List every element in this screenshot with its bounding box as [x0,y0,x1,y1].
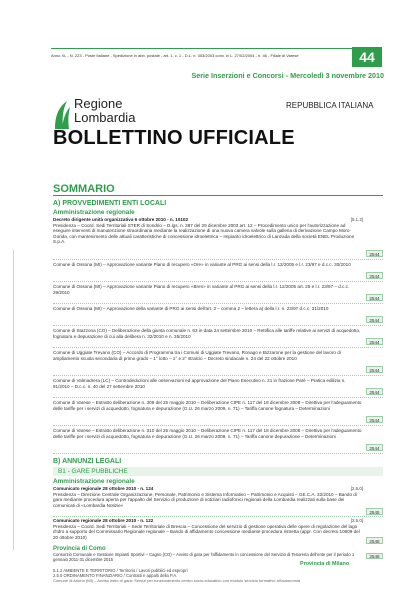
footer-notes [53,568,383,583]
entry-divider [53,281,383,282]
entry-divider [53,375,383,376]
page-number[interactable]: 2548 [366,537,383,544]
summary-rule [53,195,383,196]
list-item [53,284,363,295]
page-number[interactable]: 2544 [366,388,383,395]
list-item [53,400,363,411]
list-item [53,428,363,439]
section-a-subheading: Amministrazione regionale [53,209,135,216]
province-milano-heading: Provincia di Milano [300,561,350,567]
side-barcode-strip [12,250,16,550]
entry-divider [53,453,383,454]
list-item [53,328,363,339]
series-date-line: Serie Inserzioni e Concorsi - Mercoledì 3 novembre 2010 [191,71,384,80]
entry-code: [2.5.0] [350,486,363,491]
list-item [53,217,363,245]
entry-text: Comune di Varese – Estratto deliberazione n. 310 del 25 maggio 2010 – Deliberazione CIPE n. 117 del 18 dicembre 2008 – Direttiva per l'adeguamento delle tariffe per i servizi di acquedotto, fognatura e depurazione (G.U. 26 marzo 2009, n. 71) – Tariffa canone depurazione – Determinazioni [53,428,362,439]
page-number[interactable]: 2544 [366,366,383,373]
section-b1-label: B1 - GARE PUBBLICHE [58,468,128,475]
province-como-heading: Provincia di Como [53,546,106,552]
entry-text: Presidenza – Direzione Centrale Organizzazione, Personale, Patrimonio e Sistema Informativo – Patrimonio e Acquisti – GE.C.A. 32/2010 – Bando di gara mediante procedura aperta per l'appalto del Servizio di produzione di notiziari radiofonici regionali della Lombardia realizzati sulla base dei comunicati di «Lombardia Notizie» [53,491,357,508]
entry-text: Comune di Varese – Estratto deliberazione n. 309 del 25 maggio 2010 – Deliberazione CIPE n. 117 del 18 dicembre 2008 – Direttiva per l'adeguamento delle tariffe per i servizi di acquedotto, fognatura e depurazione (G.U. 26 marzo 2009, n. 71) – Tariffa canone fognatura – Determinazioni [53,400,362,411]
region-name-line2: Lombardia [74,110,136,125]
entry-text: Comune di Stazzona (CO) – Deliberazione della giunta comunale n. 63 in data 24 settembre 2010 – Rettifica alle tariffe relative ai servizi di acquedotto, fognatura e depurazione di cui alla delibera n. 32/2010 e n. 35/2010 [53,328,361,339]
entry-text: Comune di Uggiate Trevano (CO) – Accordo di Programma tra i Comuni di Uggiate Trevano, Ronago e Bizzarone per la gestione del lavoro di ampliamento scuola secondaria di primo grado – 1° lotto – 1° e 2° stralcio – Decreto sindacale n. 24 del 22 ottobre 2010 [53,350,341,361]
header-rule [51,48,373,49]
entry-text: Comune di Ossona (MI) – Approvazione variante Piano di recupero «Ore» in variante al PRG ai sensi della l.r. 12/2005 e l.r. 23/97 e d.c.c. 30/2010 [53,262,351,267]
entry-divider [53,397,383,398]
entry-text: Presidenza – Coord. Sedi Territoriali – Sede Territoriale di Brescia – Concessione del servizio di gestione operativa delle opere di regolazione del lago d'Idro a supporto del Commissario Regionale regionale – Bando di affidamento concessione mediante procedura ristretta (appr. Con decreto 10609 del 20 ottobre 2010) [53,523,360,540]
entry-text: Presidenza – Coord. Sedi Territoriali STER di Sondrio – D.lgs. n. 387 del 29 dicembre 2003 art. 12 – Procedimento unico per l'autorizzazione ad eseguire interventi di manutenzione straordinaria mediante la realizzazione di una nuova camera valvole sulla galleria di derivazione Campo Moro-Gorida, con mantenimento delle attuali caratteristiche di concessione idroelettrica – Impianto idroelettrico di Lanzada della società ENEL Produzione S.p.A. [53,222,355,245]
summary-title: SOMMARIO [53,183,115,195]
page-number[interactable]: 2544 [366,316,383,323]
entry-lead: Decreto dirigente unità organizzativa 6 ottobre 2010 - n. 10102 [53,217,189,222]
entry-divider [53,325,383,326]
list-item [53,518,363,540]
page-number[interactable]: 2544 [366,294,383,301]
section-b-heading: B) ANNUNZI LEGALI [53,458,122,465]
entry-divider [53,516,383,517]
list-item [53,486,363,508]
footer-note-2: 2.5.0 ORDINAMENTO FINANZIARIO / Contratti e appalti della P.A. [53,573,178,578]
milano-entry-text: Comune di Arluno (MI) – Avviso esito di gara: Servizi per funzionamento centro socio-educativo con modulo servizio formativo all'autonomia [53,578,301,583]
list-item [53,350,363,361]
region-name-line1: Regione [74,96,123,111]
entry-code: [2.5.0] [350,518,363,523]
entry-text: Comune di Ossona (MI) – Approvazione della variante di PRG ai sensi dell'art. 2 – comma 2 – lettera a) della l.r. n. 23/97 d.c.c. 31/2010 [53,306,329,311]
entry-divider [53,259,383,260]
page-number[interactable]: 2545 [366,508,383,515]
entry-lead: Comunicato regionale 28 ottobre 2010 - n. 124 [53,486,154,491]
bulletin-title: BOLLETTINO UFFICIALE [53,127,295,149]
issue-number-badge: 44 [352,47,382,67]
page-number[interactable]: 2548 [366,553,383,559]
entry-lead: Comunicato regionale 28 ottobre 2010 - n. 122 [53,518,154,523]
section-b-subheading: Amministrazione regionale [53,478,135,485]
page-number[interactable]: 2544 [366,272,383,279]
entry-text: Consorzio Comunale e Gestione Impianti Sportivi – Cagno (CO) – Avviso di gara per l'affidamento in concessione del Servizio di Tesoreria dell'ente per il periodo 1 gennaio 2011-31 dicembre 2015 [53,552,355,562]
issue-line: Anno XL - N. 223 - Poste Italiane - Spedizione in abb. postale - art. 1, c. 1 - D.L. n. 353/2003 conv. in L. 27/02/2004 - n. 46 - Filiale di Varese [51,53,299,58]
region-logo-mark-icon [53,97,71,131]
entry-text: Comune di Ossona (MI) – Approvazione variante Piano di recupero «Bren» in variante al PRG ai sensi della l.r. 12/2005 art. 25 e l.r. 23/97 – d.c.c. 29/2010 [53,284,350,295]
list-item [53,262,363,268]
list-item [53,378,363,389]
page-number[interactable]: 2544 [366,338,383,345]
entry-divider [53,347,383,348]
page-number[interactable]: 2544 [366,416,383,423]
footer-note-1: 5.1.2 AMBIENTE E TERRITORIO / Territorio / Lavori pubblici ed espropri [53,568,188,573]
entry-divider [53,303,383,304]
section-a-heading: A) PROVVEDIMENTI ENTI LOCALI [53,200,167,207]
page-number[interactable]: 2544 [366,250,383,257]
list-item [53,306,363,312]
entry-text: Comune di Valmadrera (LC) – Controdeduzioni alle osservazioni ed approvazione del Piano Esecutivo n. 21 in frazione Parè – Pratica edilizia n. 91/2010 – D.c.c. n. 40 del 27 settembre 2010 [53,378,346,389]
entry-divider [53,425,383,426]
republic-label: REPUBBLICA ITALIANA [286,101,374,110]
page-number[interactable]: 2544 [366,444,383,451]
entry-code: [5.1.2] [350,217,363,222]
